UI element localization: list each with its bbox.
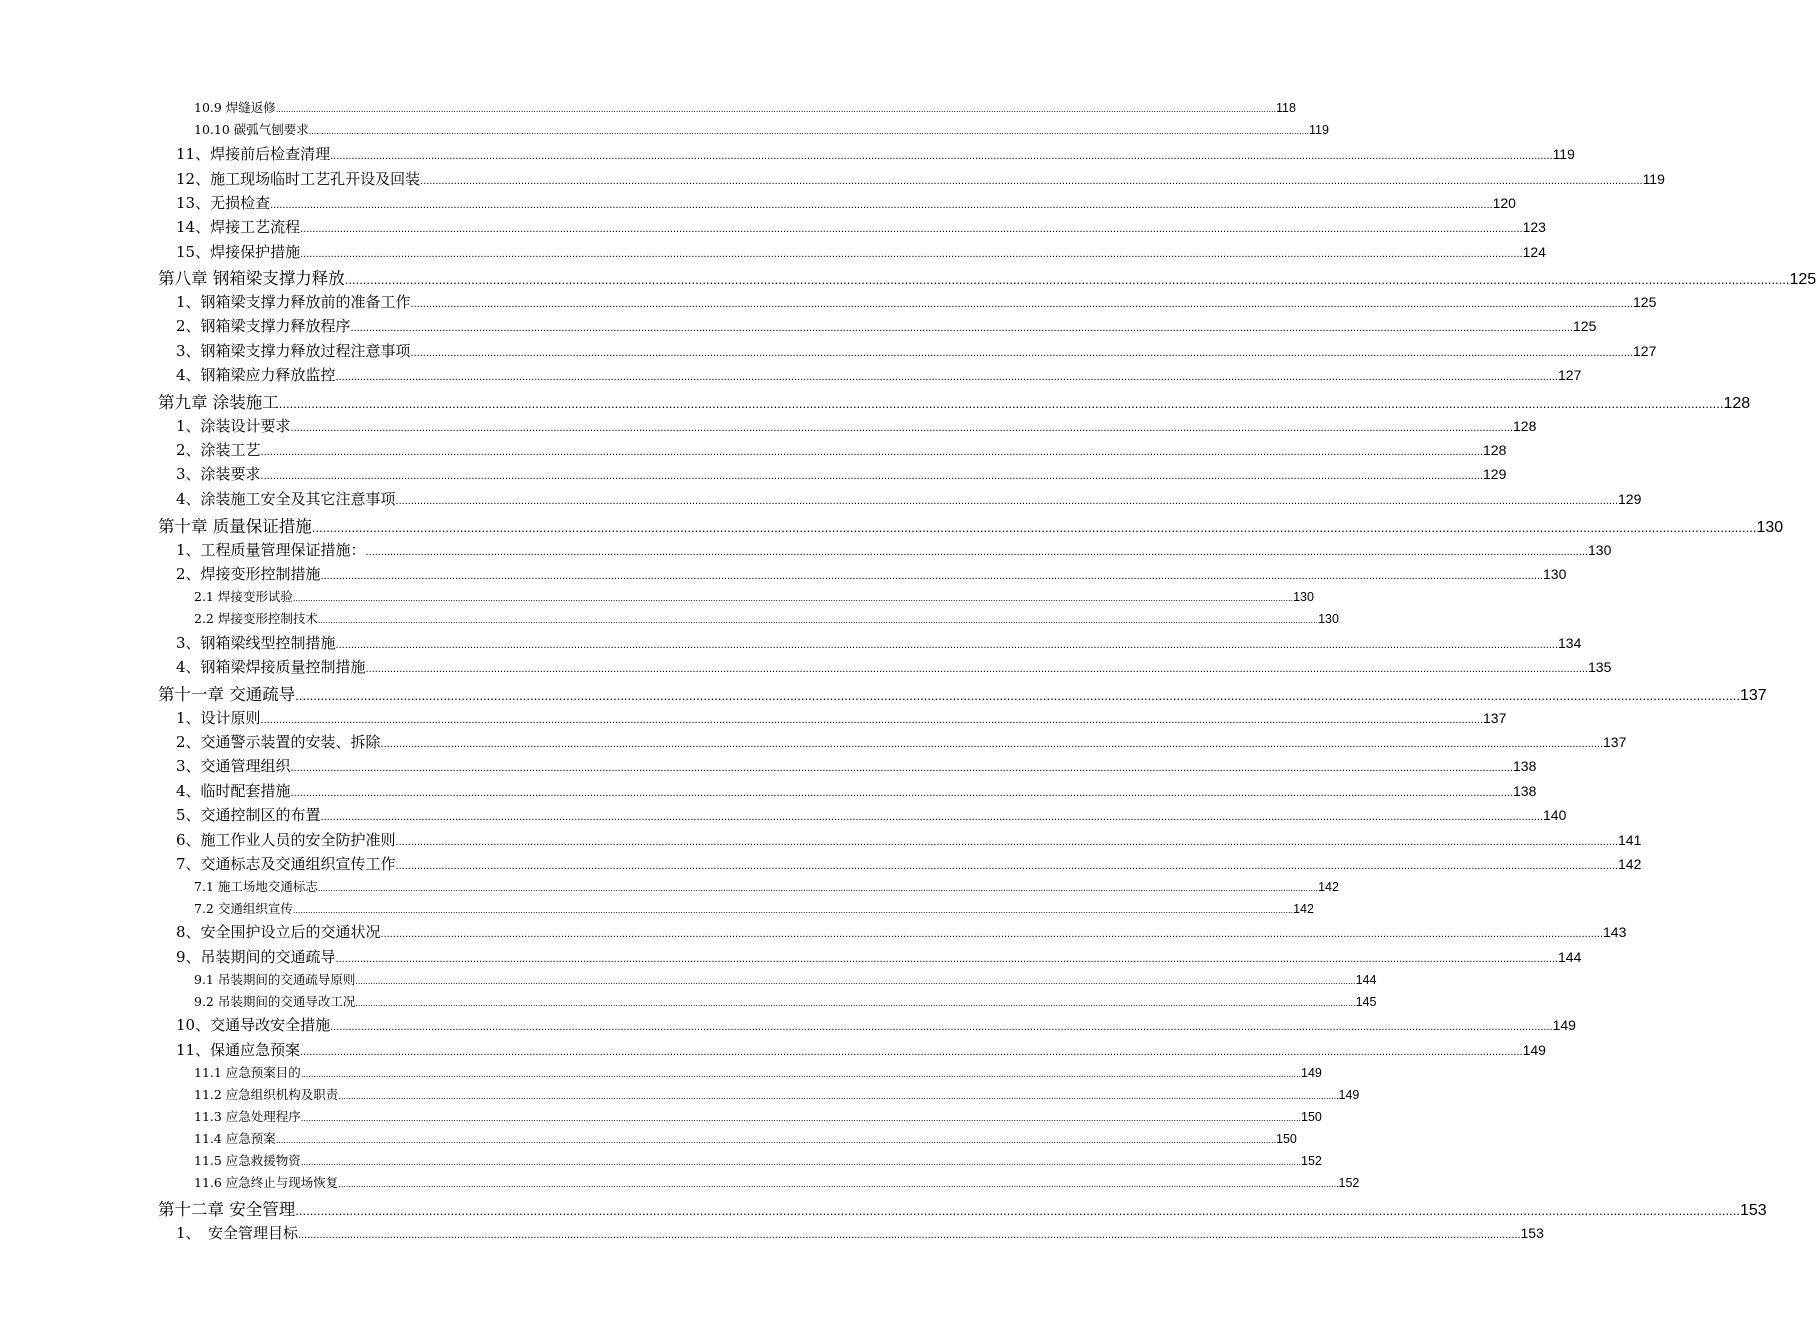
toc-entry[interactable]	[194, 98, 1296, 116]
toc-entry[interactable]	[176, 539, 1612, 560]
toc-entry-title: 13、无损检查	[176, 194, 271, 212]
toc-entry-title: 11.3 应急处理程序	[194, 1109, 301, 1124]
toc-page-number: 142	[1318, 880, 1339, 894]
toc-entry[interactable]	[176, 192, 1516, 213]
toc-entry-title: 4、钢箱梁焊接质量控制措施	[176, 658, 366, 676]
toc-dot-leader: ................................................................................................................................................................................................................................................................................................................................................................................................................	[260, 714, 1484, 726]
toc-dot-leader: ................................................................................................................................................................................................................................................................................................................................................................................................................	[275, 104, 1277, 114]
toc-entry[interactable]	[176, 1014, 1576, 1035]
toc-page-number: 153	[1739, 1202, 1767, 1219]
toc-dot-leader: ................................................................................................................................................................................................................................................................................................................................................................................................................	[298, 1229, 1521, 1241]
toc-entry[interactable]	[194, 587, 1314, 605]
toc-entry-title: 5、交通控制区的布置	[176, 806, 321, 824]
toc-entry[interactable]	[176, 488, 1642, 509]
toc-page-number: 129	[1483, 466, 1507, 482]
toc-dot-leader: ................................................................................................................................................................................................................................................................................................................................................................................................................	[410, 347, 1634, 359]
toc-entry[interactable]	[176, 216, 1546, 237]
toc-dot-leader: ................................................................................................................................................................................................................................................................................................................................................................................................................	[300, 1113, 1302, 1123]
toc-entry[interactable]	[194, 992, 1377, 1010]
toc-entry-title: 第八章 钢箱梁支撑力释放	[158, 269, 345, 288]
toc-page-number: 153	[1520, 1225, 1544, 1241]
toc-dot-leader: ................................................................................................................................................................................................................................................................................................................................................................................................................	[380, 738, 1604, 750]
toc-entry-title: 3、钢箱梁支撑力释放过程注意事项	[176, 342, 411, 360]
toc-entry[interactable]	[194, 609, 1339, 627]
toc-dot-leader: ................................................................................................................................................................................................................................................................................................................................................................................................................	[290, 422, 1514, 434]
toc-entry[interactable]	[176, 632, 1582, 653]
toc-dot-leader: ................................................................................................................................................................................................................................................................................................................................................................................................................	[317, 615, 1319, 625]
toc-entry-title: 11、保通应急预案	[176, 1041, 301, 1059]
toc-entry[interactable]	[176, 241, 1546, 262]
toc-entry-title: 3、交通管理组织	[176, 757, 291, 775]
toc-entry[interactable]	[176, 315, 1597, 336]
toc-page-number: 123	[1522, 219, 1546, 235]
toc-dot-leader: ................................................................................................................................................................................................................................................................................................................................................................................................................	[338, 1091, 1339, 1101]
toc-dot-leader: ................................................................................................................................................................................................................................................................................................................................................................................................................	[365, 663, 1589, 675]
toc-dot-leader: ................................................................................................................................................................................................................................................................................................................................................................................................................	[260, 446, 1484, 458]
toc-entry-title: 3、钢箱梁线型控制措施	[176, 634, 336, 652]
toc-entry[interactable]	[176, 415, 1537, 436]
toc-entry-title: 1、涂装设计要求	[176, 417, 291, 435]
toc-page-number: 144	[1558, 949, 1582, 965]
toc-entry-title: 9、吊装期间的交通疏导	[176, 948, 336, 966]
toc-entry[interactable]	[176, 563, 1567, 584]
toc-dot-leader: ................................................................................................................................................................................................................................................................................................................................................................................................................	[317, 883, 1319, 893]
toc-entry[interactable]	[176, 853, 1642, 874]
toc-page-number: 152	[1338, 1176, 1360, 1190]
toc-page-number: 125	[1573, 318, 1597, 334]
toc-entry-title: 12、施工现场临时工艺孔开设及回装	[176, 170, 421, 188]
toc-page-number: 141	[1618, 832, 1642, 848]
toc-page-number: 119	[1308, 123, 1329, 137]
toc-dot-leader: ................................................................................................................................................................................................................................................................................................................................................................................................................	[335, 953, 1559, 965]
toc-page-number: 127	[1558, 367, 1582, 383]
toc-entry-title: 11、焊接前后检查清理	[176, 145, 331, 163]
toc-page-number: 119	[1642, 171, 1665, 187]
toc-page-number: 130	[1588, 542, 1612, 558]
toc-dot-leader: ................................................................................................................................................................................................................................................................................................................................................................................................................	[320, 811, 1544, 823]
toc-entry-title: 2.2 焊接变形控制技术	[194, 611, 318, 626]
toc-entry[interactable]	[176, 946, 1582, 967]
toc-entry-title: 9.2 吊装期间的交通导改工况	[194, 994, 356, 1009]
toc-page-number: 118	[1276, 101, 1296, 115]
toc-page-number: 129	[1618, 491, 1642, 507]
toc-entry-title: 3、涂装要求	[176, 465, 261, 483]
toc-dot-leader: ................................................................................................................................................................................................................................................................................................................................................................................................................	[350, 322, 1574, 334]
toc-page-number: 138	[1513, 758, 1537, 774]
toc-entry[interactable]	[194, 120, 1329, 138]
toc-dot-leader: ................................................................................................................................................................................................................................................................................................................................................................................................................	[300, 223, 1523, 235]
toc-dot-leader: ................................................................................................................................................................................................................................................................................................................................................................................................................	[344, 272, 1790, 287]
toc-entry-title: 2、涂装工艺	[176, 441, 261, 459]
toc-dot-leader: ................................................................................................................................................................................................................................................................................................................................................................................................................	[335, 371, 1559, 383]
toc-dot-leader: ................................................................................................................................................................................................................................................................................................................................................................................................................	[330, 1021, 1553, 1033]
toc-entry[interactable]	[194, 1151, 1322, 1169]
toc-entry[interactable]	[158, 513, 1784, 537]
toc-dot-leader: ................................................................................................................................................................................................................................................................................................................................................................................................................	[292, 593, 1294, 603]
toc-dot-leader: ................................................................................................................................................................................................................................................................................................................................................................................................................	[395, 495, 1619, 507]
toc-entry-title: 第十二章 安全管理	[158, 1200, 296, 1219]
toc-dot-leader: ................................................................................................................................................................................................................................................................................................................................................................................................................	[295, 1203, 1740, 1218]
toc-page-number: 149	[1338, 1088, 1360, 1102]
toc-entry[interactable]	[194, 1085, 1360, 1103]
toc-dot-leader: ................................................................................................................................................................................................................................................................................................................................................................................................................	[330, 150, 1553, 162]
toc-entry-title: 11.2 应急组织机构及职责	[194, 1087, 339, 1102]
toc-dot-leader: ................................................................................................................................................................................................................................................................................................................................................................................................................	[275, 1135, 1277, 1145]
toc-entry-title: 1、钢箱梁支撑力释放前的准备工作	[176, 293, 411, 311]
toc-dot-leader: ................................................................................................................................................................................................................................................................................................................................................................................................................	[290, 787, 1514, 799]
toc-entry[interactable]	[176, 340, 1657, 361]
toc-entry[interactable]	[176, 780, 1537, 801]
toc-entry[interactable]	[176, 1222, 1544, 1243]
toc-dot-leader: ................................................................................................................................................................................................................................................................................................................................................................................................................	[270, 199, 1493, 211]
toc-dot-leader: ................................................................................................................................................................................................................................................................................................................................................................................................................	[292, 905, 1294, 915]
toc-page-number: 142	[1293, 902, 1314, 916]
toc-dot-leader: ................................................................................................................................................................................................................................................................................................................................................................................................................	[320, 570, 1544, 582]
toc-entry-title: 9.1 吊装期间的交通疏导原则	[194, 972, 356, 987]
toc-dot-leader: ................................................................................................................................................................................................................................................................................................................................................................................................................	[308, 126, 1309, 136]
toc-entry[interactable]	[176, 439, 1507, 460]
toc-page-number: 128	[1723, 395, 1751, 412]
toc-entry[interactable]	[194, 970, 1377, 988]
toc-page-number: 127	[1633, 343, 1657, 359]
toc-dot-leader: ................................................................................................................................................................................................................................................................................................................................................................................................................	[300, 1069, 1302, 1079]
toc-entry-title: 11.6 应急终止与现场恢复	[194, 1175, 339, 1190]
toc-page-number: 124	[1522, 244, 1546, 260]
toc-page-number: 125	[1789, 271, 1816, 288]
toc-entry[interactable]	[176, 707, 1507, 728]
toc-page-number: 149	[1522, 1042, 1546, 1058]
toc-dot-leader: ................................................................................................................................................................................................................................................................................................................................................................................................................	[395, 836, 1619, 848]
toc-entry[interactable]	[194, 877, 1339, 895]
toc-entry-title: 1、设计原则	[176, 709, 261, 727]
toc-entry-title: 11.5 应急救援物资	[194, 1153, 301, 1168]
toc-entry[interactable]	[194, 1063, 1322, 1081]
toc-page-number: 142	[1618, 856, 1642, 872]
toc-dot-leader: ................................................................................................................................................................................................................................................................................................................................................................................................................	[420, 175, 1643, 187]
toc-entry-title: 第十章 质量保证措施	[158, 517, 312, 536]
toc-entry-title: 14、焊接工艺流程	[176, 218, 301, 236]
toc-entry[interactable]	[176, 829, 1642, 850]
toc-entry-title: 7.2 交通组织宣传	[194, 901, 293, 916]
toc-entry[interactable]	[158, 389, 1751, 413]
toc-entry[interactable]	[194, 1173, 1360, 1191]
toc-page-number: 138	[1513, 783, 1537, 799]
toc-dot-leader: ................................................................................................................................................................................................................................................................................................................................................................................................................	[335, 639, 1559, 651]
toc-page-number: 145	[1355, 995, 1377, 1009]
toc-entry[interactable]	[176, 731, 1627, 752]
toc-page-number: 149	[1301, 1066, 1322, 1080]
toc-entry[interactable]	[176, 1039, 1546, 1060]
toc-dot-leader: ................................................................................................................................................................................................................................................................................................................................................................................................................	[290, 762, 1514, 774]
toc-entry-title: 8、安全围护设立后的交通状况	[176, 923, 381, 941]
toc-page-number: 130	[1318, 612, 1339, 626]
toc-dot-leader: ................................................................................................................................................................................................................................................................................................................................................................................................................	[300, 1046, 1523, 1058]
toc-entry[interactable]	[158, 681, 1767, 705]
toc-entry[interactable]	[158, 265, 1816, 289]
toc-entry-title: 4、钢箱梁应力释放监控	[176, 366, 336, 384]
toc-dot-leader: ................................................................................................................................................................................................................................................................................................................................................................................................................	[355, 998, 1356, 1008]
toc-page-number: 140	[1543, 807, 1567, 823]
toc-dot-leader: ................................................................................................................................................................................................................................................................................................................................................................................................................	[365, 546, 1589, 558]
toc-page-number: 119	[1552, 146, 1575, 162]
toc-entry-title: 第九章 涂装施工	[158, 393, 279, 412]
toc-entry[interactable]	[194, 1107, 1322, 1125]
toc-page-number: 137	[1739, 687, 1767, 704]
toc-page-number: 120	[1492, 195, 1516, 211]
toc-entry[interactable]	[176, 804, 1567, 825]
toc-entry-title: 6、施工作业人员的安全防护准则	[176, 831, 396, 849]
toc-dot-leader: ................................................................................................................................................................................................................................................................................................................................................................................................................	[395, 860, 1619, 872]
toc-page-number: 134	[1558, 635, 1582, 651]
toc-entry-title: 7、交通标志及交通组织宣传工作	[176, 855, 396, 873]
toc-entry-title: 7.1 施工场地交通标志	[194, 879, 318, 894]
toc-page-number: 128	[1483, 442, 1507, 458]
toc-entry[interactable]	[176, 168, 1665, 189]
toc-entry-title: 4、涂装施工安全及其它注意事项	[176, 490, 396, 508]
toc-entry[interactable]	[176, 291, 1657, 312]
toc-page-number: 150	[1301, 1110, 1322, 1124]
toc-page-number: 130	[1543, 566, 1567, 582]
toc-page-number: 137	[1483, 710, 1507, 726]
toc-page-number: 143	[1603, 924, 1627, 940]
toc-dot-leader: ................................................................................................................................................................................................................................................................................................................................................................................................................	[380, 928, 1604, 940]
toc-page-number: 150	[1276, 1132, 1297, 1146]
toc-entry[interactable]	[176, 755, 1537, 776]
toc-entry-title: 2、交通警示装置的安装、拆除	[176, 733, 381, 751]
toc-entry-title: 15、焊接保护措施	[176, 243, 301, 261]
toc-dot-leader: ................................................................................................................................................................................................................................................................................................................................................................................................................	[300, 248, 1523, 260]
toc-page-number: 125	[1633, 294, 1657, 310]
toc-entry-title: 第十一章 交通疏导	[158, 685, 296, 704]
toc-entry[interactable]	[176, 463, 1507, 484]
toc-page-number: 130	[1293, 590, 1314, 604]
toc-entry[interactable]	[176, 364, 1582, 385]
toc-page-number: 144	[1355, 973, 1377, 987]
toc-entry-title: 11.1 应急预案目的	[194, 1065, 301, 1080]
toc-dot-leader: ................................................................................................................................................................................................................................................................................................................................................................................................................	[338, 1179, 1339, 1189]
toc-entry[interactable]	[158, 1196, 1767, 1220]
toc-entry-title: 1、工程质量管理保证措施：	[176, 541, 366, 559]
toc-entry[interactable]	[176, 143, 1575, 164]
toc-dot-leader: ................................................................................................................................................................................................................................................................................................................................................................................................................	[355, 976, 1356, 986]
toc-entry[interactable]	[176, 921, 1627, 942]
toc-entry-title: 2、焊接变形控制措施	[176, 565, 321, 583]
toc-dot-leader: ................................................................................................................................................................................................................................................................................................................................................................................................................	[295, 688, 1740, 703]
toc-entry-title: 1、 安全管理目标	[176, 1224, 299, 1242]
toc-entry[interactable]	[176, 656, 1612, 677]
toc-page-number: 130	[1756, 519, 1784, 536]
toc-entry-title: 2、钢箱梁支撑力释放程序	[176, 317, 351, 335]
toc-dot-leader: ................................................................................................................................................................................................................................................................................................................................................................................................................	[311, 520, 1757, 535]
toc-entry[interactable]	[194, 899, 1314, 917]
toc-page-number: 128	[1513, 418, 1537, 434]
toc-entry-title: 10、交通导改安全措施	[176, 1016, 331, 1034]
toc-page-number: 149	[1552, 1017, 1576, 1033]
toc-dot-leader: ................................................................................................................................................................................................................................................................................................................................................................................................................	[260, 470, 1484, 482]
toc-dot-leader: ................................................................................................................................................................................................................................................................................................................................................................................................................	[278, 396, 1724, 411]
toc-entry-title: 10.10 碳弧气刨要求	[194, 122, 309, 137]
toc-entry-title: 4、临时配套措施	[176, 782, 291, 800]
toc-page-number: 137	[1603, 734, 1627, 750]
toc-dot-leader: ................................................................................................................................................................................................................................................................................................................................................................................................................	[300, 1157, 1302, 1167]
toc-entry-title: 10.9 焊缝返修	[194, 100, 276, 115]
toc-page-number: 152	[1301, 1154, 1322, 1168]
toc-entry-title: 2.1 焊接变形试验	[194, 589, 293, 604]
toc-dot-leader: ................................................................................................................................................................................................................................................................................................................................................................................................................	[410, 298, 1634, 310]
toc-entry-title: 11.4 应急预案	[194, 1131, 276, 1146]
toc-page-number: 135	[1588, 659, 1612, 675]
toc-entry[interactable]	[194, 1129, 1297, 1147]
